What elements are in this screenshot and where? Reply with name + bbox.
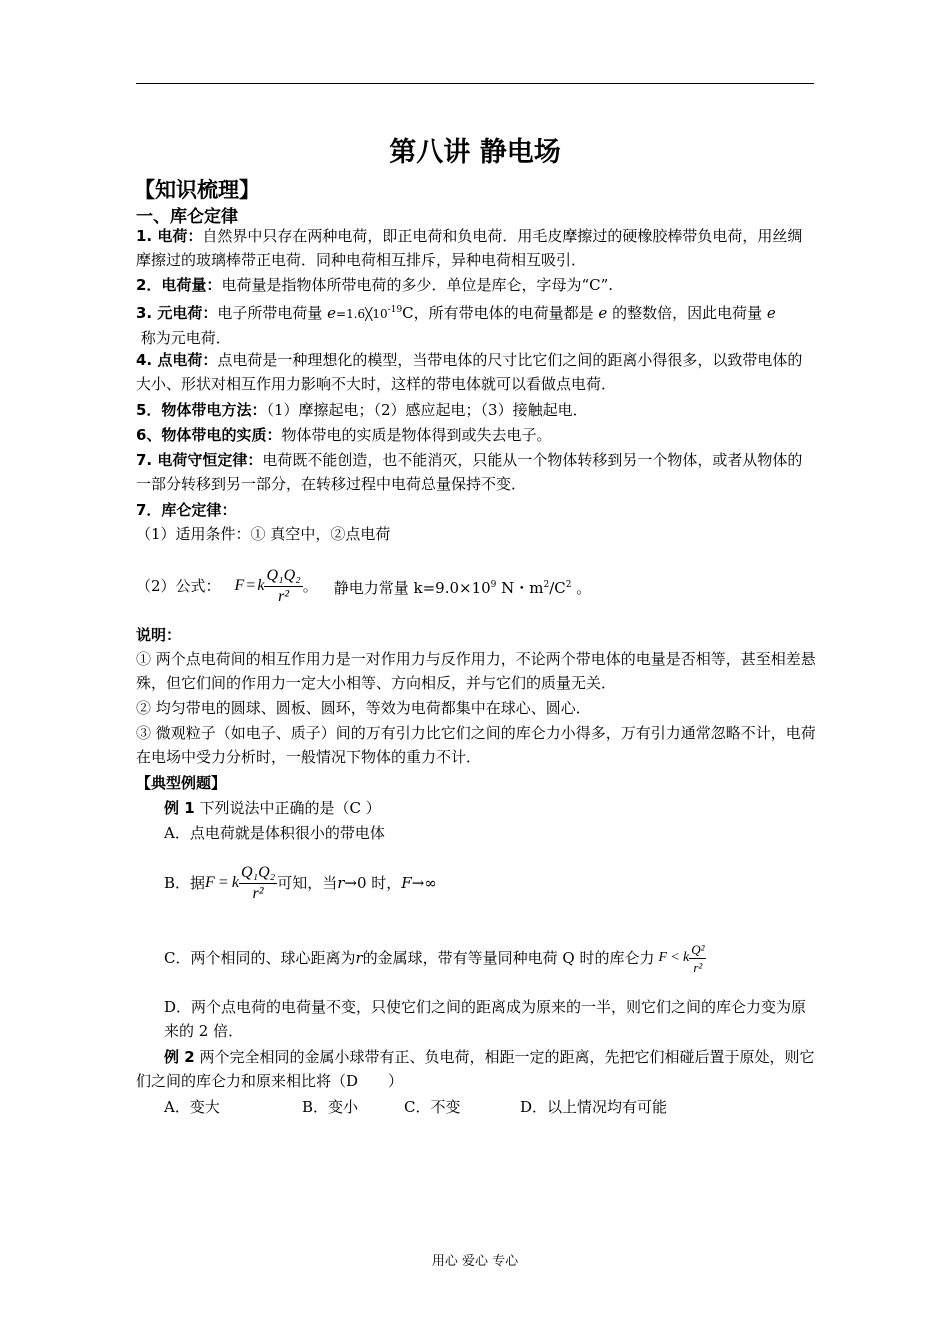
constant-end: 。	[571, 578, 592, 597]
item-charge	[136, 224, 816, 272]
formula-prefix: （2）公式：	[136, 577, 221, 595]
formula-f: F	[658, 950, 668, 965]
constant-text: 静电力常量 k=9.0×10	[333, 578, 491, 597]
item-coulomb-law	[136, 498, 816, 522]
formula-denominator: r²	[252, 884, 264, 902]
coulomb-formula-line	[136, 562, 591, 610]
formula-lt: <	[671, 950, 679, 965]
exponent: 9	[490, 579, 497, 590]
formula-numerator: Q²	[691, 941, 705, 957]
item-point-charge	[136, 348, 816, 396]
item-label: 7．库仑定律：	[136, 501, 237, 519]
option-text: 可知，当	[277, 874, 338, 892]
item-charging-methods	[136, 398, 816, 422]
example-2-option-c: C．不变	[404, 1098, 461, 1116]
formula-k: k	[231, 874, 239, 891]
example-text: 下列说法中正确的是（C ）	[199, 799, 381, 817]
value: ╳10	[365, 307, 388, 321]
example-label: 例 2	[164, 1048, 195, 1066]
notes-label	[136, 623, 816, 647]
formula-numerator: Q₁Q₂	[239, 863, 277, 884]
notes-label-text: 说明：	[136, 626, 182, 644]
option-text: 的金属球，带有等量同种电荷 Q 时的库仑力	[362, 949, 655, 967]
example-1-question	[164, 796, 381, 820]
example-text: 两个完全相同的金属小球带有正、负电荷，相距一定的距离，先把它们相碰后置于原处，则它们之间的库仑力和原来相比将（D ）	[136, 1048, 815, 1090]
item-charge-quantity	[136, 273, 816, 297]
formula-k: k	[682, 950, 690, 965]
example-1-option-a: A．点电荷就是体积很小的带电体	[164, 824, 385, 842]
note-1: ① 两个点电荷间的相互作用力是一对作用力与反作用力，不论两个带电体的电量是否相等，甚至相差悬殊，但它们间的作用力一定大小相等、方向相反，并与它们的质量无关．	[136, 650, 816, 692]
section-heading-coulomb: 一、库仑定律	[136, 207, 238, 227]
item-text: 的整数倍，因此电荷量	[607, 304, 767, 322]
item-text: 电荷既不能创造，也不能消灭，只能从一个物体转移到另一个物体，或者从物体的一部分转移到另一部分，在转移过程中电荷总量保持不变．	[136, 451, 803, 493]
item-text: 点电荷是一种理想化的模型，当带电体的尺寸比它们之间的距离小得很多，以致带电体的大小、形状对相互作用力影响不大时，这样的带电体就可以看做点电荷．	[136, 351, 803, 393]
formula-fraction	[264, 566, 302, 607]
formula-dot: 。	[302, 577, 318, 595]
item-conservation	[136, 448, 816, 496]
header-rule	[136, 83, 814, 84]
item-text: 电子所带电荷量	[217, 304, 328, 322]
item-label: 5．物体带电方法：	[136, 401, 267, 419]
item-text: 自然界中只存在两种电荷，即正电荷和负电荷．用毛皮摩擦过的硬橡胶棒带负电荷，用丝绸摩擦过的玻璃棒带正电荷．同种电荷相互排斥，异种电荷相互吸引．	[136, 227, 803, 269]
formula-eq: =	[218, 874, 228, 891]
symbol-r: r	[355, 949, 363, 967]
example-2-option-b: B．变小	[302, 1098, 359, 1116]
value: =1.6	[336, 307, 366, 321]
item-text: 电荷量是指物体所带电荷的多少．单位是库仑，字母为“C”.	[221, 276, 614, 294]
formula-k: k	[257, 577, 265, 594]
formula-f: F	[205, 874, 215, 891]
exponent: -19	[387, 305, 403, 315]
example-2-option-d: D．以上情况均有可能	[520, 1098, 668, 1116]
formula-fraction	[689, 941, 706, 976]
coulomb-conditions: （1）适用条件：① 真空中，②点电荷	[136, 525, 391, 543]
constant-unit: /C	[549, 578, 566, 597]
formula-numerator: Q₁Q₂	[264, 566, 302, 587]
example-label: 例 1	[164, 799, 195, 817]
item-label: 4. 点电荷：	[136, 351, 218, 369]
item-label: 2．电荷量：	[136, 276, 222, 294]
page-footer: 用心 爱心 专心	[431, 1254, 519, 1269]
option-text: D．两个点电荷的电荷量不变，只使它们之间的距离成为原来的一半，则它们之间的库仑力变为原来的 2 倍．	[164, 998, 807, 1040]
formula-eq: =	[246, 577, 256, 594]
example-1-option-d	[164, 995, 816, 1043]
examples-heading	[136, 771, 816, 795]
symbol-e: e	[327, 304, 337, 322]
item-label: 6、物体带电的实质：	[136, 426, 282, 444]
coulomb-constant	[334, 573, 592, 600]
examples-heading-text: 【典型例题】	[136, 774, 227, 792]
exponent: 2	[543, 579, 550, 590]
example-2-option-a: A．变大	[164, 1098, 220, 1116]
item-text: 称为元电荷．	[140, 329, 231, 347]
section-heading-knowledge: 【知识梳理】	[134, 178, 260, 202]
item-text: C，所有带电体的电荷量都是	[402, 304, 599, 322]
symbol-f: F	[401, 874, 412, 892]
note-3: ③ 微观粒子（如电子、质子）间的万有引力比它们之间的库仑力小得多，万有引力通常忽略不计，电荷在电场中受力分析时，一般情况下物体的重力不计．	[136, 724, 816, 766]
option-text: B．据	[164, 874, 206, 892]
option-text: →0 时，	[344, 874, 402, 892]
example-1-option-b	[164, 858, 437, 908]
page-title: 第八讲 静电场	[389, 137, 561, 168]
formula-fraction	[239, 863, 277, 904]
item-label: 7. 电荷守恒定律：	[136, 451, 263, 469]
item-text: （1）摩擦起电；（2）感应起电；（3）接触起电．	[266, 401, 588, 419]
item-label: 1. 电荷：	[136, 227, 203, 245]
symbol-r: r	[337, 874, 345, 892]
exponent: 2	[565, 579, 572, 590]
item-label: 3. 元电荷：	[136, 304, 218, 322]
note-2: ② 均匀带电的圆球、圆板、圆环，等效为电荷都集中在球心、圆心．	[136, 699, 591, 717]
constant-unit: N・m	[496, 578, 544, 597]
symbol-e: e	[766, 304, 776, 322]
formula-denominator: r²	[278, 587, 290, 605]
option-text: C．两个相同的、球心距离为	[164, 949, 356, 967]
item-charging-essence	[136, 423, 816, 447]
item-text: 物体带电的实质是物体得到或失去电子。	[281, 426, 552, 444]
example-1-option-c	[164, 934, 706, 982]
example-2-question	[136, 1045, 816, 1093]
symbol-e: e	[598, 304, 608, 322]
formula-denominator: r²	[689, 958, 706, 976]
option-text: →∞	[411, 874, 437, 892]
item-elementary-charge	[136, 298, 816, 350]
formula-f: F	[234, 577, 245, 594]
